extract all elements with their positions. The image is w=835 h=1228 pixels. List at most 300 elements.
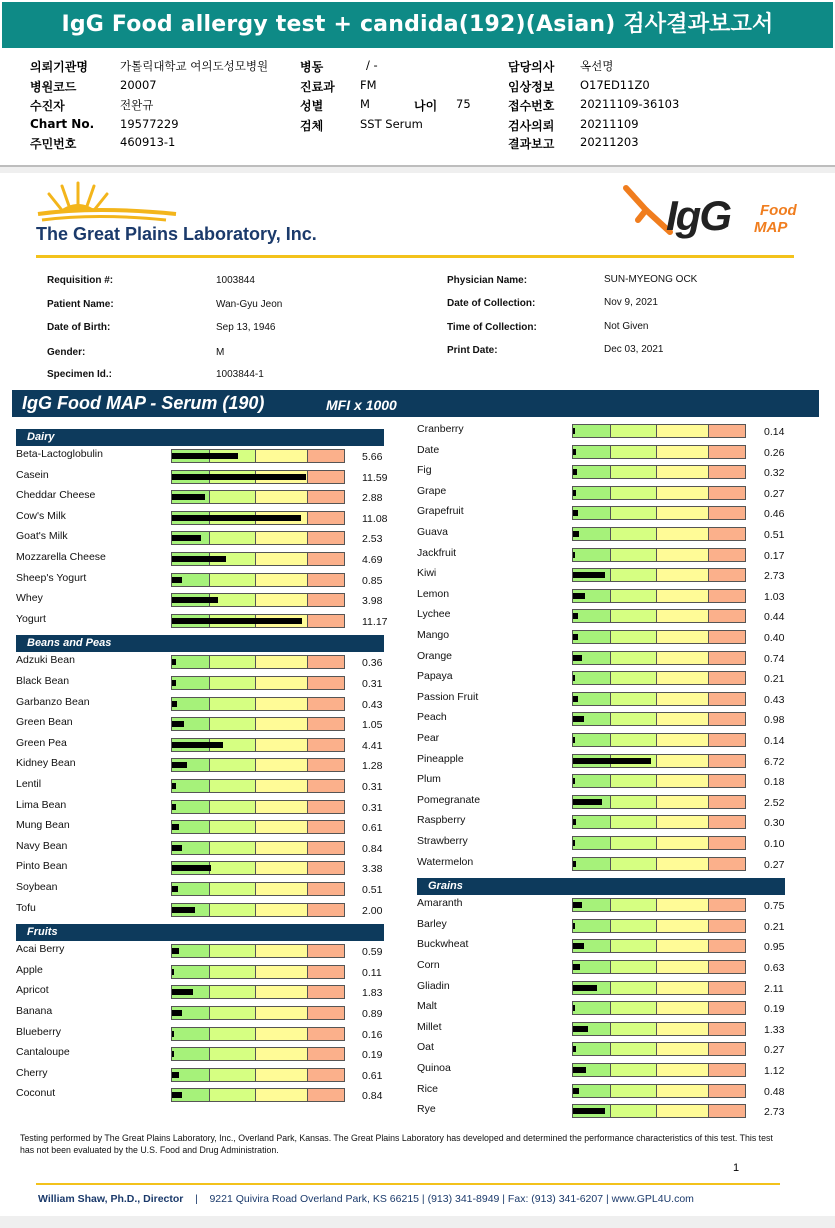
- bar-zone: [709, 569, 745, 581]
- result-bar: [572, 548, 746, 562]
- bar-zone: [308, 1069, 344, 1081]
- food-name: Yogurt: [16, 612, 46, 625]
- food-name: Goat's Milk: [16, 530, 68, 543]
- bar-zone: [256, 966, 308, 978]
- bar-zone: [308, 594, 344, 606]
- food-name: Pinto Bean: [16, 860, 68, 873]
- result-bar: [171, 531, 345, 545]
- result-bar-fill: [573, 840, 575, 846]
- bar-zone: [709, 899, 745, 911]
- result-value: 11.17: [362, 615, 388, 628]
- bar-zone: [573, 920, 611, 932]
- bar-zone: [611, 961, 657, 973]
- physician-info-label: Date of Collection:: [447, 298, 536, 309]
- food-name: Pineapple: [417, 752, 464, 765]
- result-bar: [572, 506, 746, 520]
- patient-info-value: 1003844-1: [216, 369, 264, 380]
- result-value: 0.44: [764, 611, 785, 624]
- bar-zone: [308, 862, 344, 874]
- result-bar: [572, 981, 746, 995]
- bar-zone: [573, 1043, 611, 1055]
- bar-zone: [709, 672, 745, 684]
- sun-logo-icon: [36, 178, 186, 228]
- bar-zone: [611, 487, 657, 499]
- footer-director: William Shaw, Ph.D., Director: [38, 1193, 184, 1205]
- bar-zone: [657, 713, 709, 725]
- result-value: 1.05: [362, 719, 383, 732]
- result-value: 0.14: [764, 426, 785, 438]
- header-label: 수진자: [30, 99, 65, 113]
- result-value: 0.43: [362, 698, 383, 711]
- result-bar: [572, 630, 746, 644]
- divider: [0, 1216, 835, 1228]
- result-value: 1.33: [764, 1023, 785, 1036]
- bar-zone: [657, 1085, 709, 1097]
- result-bar-fill: [573, 1026, 588, 1032]
- result-bar: [171, 1088, 345, 1102]
- bar-zone: [210, 574, 256, 586]
- patient-info-label: Date of Birth:: [47, 322, 111, 333]
- result-bar: [171, 758, 345, 772]
- patient-info-value: Wan-Gyu Jeon: [216, 299, 283, 310]
- result-value: 0.31: [362, 781, 383, 793]
- result-bar-fill: [172, 721, 184, 727]
- result-bar-fill: [172, 659, 176, 665]
- bar-zone: [573, 610, 611, 622]
- result-bar: [171, 573, 345, 587]
- result-value: 11.08: [362, 512, 388, 525]
- result-bar-fill: [573, 510, 578, 516]
- result-bar: [171, 903, 345, 917]
- result-bar-fill: [172, 680, 176, 686]
- physician-info-value: Not Given: [604, 321, 649, 332]
- divider: [36, 255, 794, 258]
- result-bar: [572, 815, 746, 829]
- footer-contact: 9221 Quivira Road Overland Park, KS 66215 | (913) 341-8949 | Fax: (913) 341-6207 | www.GPL4U.com: [209, 1193, 694, 1205]
- result-bar: [171, 697, 345, 711]
- result-bar: [171, 861, 345, 875]
- bar-zone: [657, 1023, 709, 1035]
- bar-zone: [172, 677, 210, 689]
- bar-zone: [611, 1002, 657, 1014]
- result-value: 0.84: [362, 1090, 383, 1103]
- bar-zone: [172, 656, 210, 668]
- food-name: Oat: [417, 1041, 434, 1054]
- bar-zone: [611, 590, 657, 602]
- bar-zone: [172, 1048, 210, 1060]
- bar-zone: [256, 739, 308, 751]
- bar-zone: [709, 1023, 745, 1035]
- bar-zone: [308, 1028, 344, 1040]
- result-bar-fill: [573, 964, 580, 970]
- bar-zone: [210, 698, 256, 710]
- footer-separator: |: [186, 1193, 207, 1205]
- bar-zone: [657, 940, 709, 952]
- header-value: 20211203: [580, 135, 639, 149]
- result-value: 0.98: [764, 714, 785, 727]
- food-name: Guava: [417, 526, 448, 538]
- report-title: IgG Food MAP - Serum (190): [22, 393, 265, 413]
- bar-zone: [172, 698, 210, 710]
- result-bar: [572, 1001, 746, 1015]
- result-bar: [171, 944, 345, 958]
- bar-zone: [611, 734, 657, 746]
- page-title: IgG Food allergy test + candida(192)(Asian) 검사결과보고서: [2, 2, 833, 48]
- result-bar-fill: [172, 948, 179, 954]
- bar-zone: [611, 899, 657, 911]
- result-bar: [171, 511, 345, 525]
- bar-zone: [709, 590, 745, 602]
- header-value: SST Serum: [360, 117, 423, 131]
- header-value: 전완규: [120, 98, 154, 112]
- bar-zone: [611, 1085, 657, 1097]
- bar-zone: [657, 446, 709, 458]
- result-value: 0.26: [764, 446, 785, 459]
- result-bar-fill: [172, 969, 174, 975]
- result-bar-fill: [172, 1031, 174, 1037]
- result-bar: [171, 490, 345, 504]
- result-bar-fill: [172, 1051, 174, 1057]
- result-bar: [171, 717, 345, 731]
- bar-zone: [657, 1002, 709, 1014]
- bar-zone: [256, 698, 308, 710]
- bar-zone: [210, 491, 256, 503]
- food-name: Lima Bean: [16, 798, 67, 811]
- header-value: / -: [366, 58, 378, 72]
- result-bar: [572, 486, 746, 500]
- bar-zone: [256, 842, 308, 854]
- physician-info-value: SUN-MYEONG OCK: [604, 274, 698, 285]
- bar-zone: [657, 816, 709, 828]
- food-name: Pear: [417, 732, 440, 744]
- food-name: Passion Fruit: [417, 690, 479, 703]
- bar-zone: [308, 512, 344, 524]
- bar-zone: [573, 693, 611, 705]
- result-bar: [572, 589, 746, 603]
- result-bar-fill: [172, 742, 223, 748]
- bar-zone: [611, 425, 657, 437]
- food-name: Coconut: [16, 1087, 56, 1100]
- report-unit: MFI x 1000: [326, 397, 397, 413]
- bar-zone: [210, 986, 256, 998]
- result-bar-fill: [573, 1108, 605, 1114]
- patient-info-label: Gender:: [47, 347, 86, 358]
- result-bar-fill: [573, 469, 577, 475]
- result-bar-fill: [573, 696, 578, 702]
- result-value: 0.61: [362, 1069, 383, 1082]
- result-value: 0.27: [764, 487, 785, 500]
- header-value: 20211109-36103: [580, 97, 680, 111]
- result-bar-fill: [573, 985, 597, 991]
- result-bar: [572, 465, 746, 479]
- bar-zone: [573, 837, 611, 849]
- bar-zone: [308, 718, 344, 730]
- bar-zone: [709, 734, 745, 746]
- bar-zone: [657, 610, 709, 622]
- bar-zone: [709, 466, 745, 478]
- header-value: M: [360, 97, 370, 111]
- patient-info-value: 1003844: [216, 275, 255, 286]
- bar-zone: [573, 1002, 611, 1014]
- bar-zone: [709, 507, 745, 519]
- page-number: 1: [733, 1162, 740, 1174]
- bar-zone: [709, 528, 745, 540]
- food-name: Millet: [417, 1020, 442, 1033]
- bar-zone: [256, 1048, 308, 1060]
- food-name: Adzuki Bean: [16, 654, 75, 667]
- food-name: Garbanzo Bean: [16, 695, 90, 708]
- food-name: Orange: [417, 649, 453, 662]
- bar-zone: [210, 532, 256, 544]
- result-bar-fill: [573, 778, 575, 784]
- bar-zone: [657, 899, 709, 911]
- result-bar-fill: [573, 572, 605, 578]
- bar-zone: [256, 594, 308, 606]
- result-bar-fill: [573, 943, 584, 949]
- header-label: 담당의사: [508, 60, 555, 74]
- bar-zone: [611, 466, 657, 478]
- result-value: 0.10: [764, 838, 785, 850]
- result-value: 0.17: [764, 549, 785, 562]
- header-label: 검사의뢰: [508, 119, 555, 133]
- food-name: Pomegranate: [417, 793, 481, 806]
- bar-zone: [657, 466, 709, 478]
- result-bar-fill: [573, 861, 576, 867]
- header-value: 75: [456, 97, 471, 111]
- bar-zone: [308, 780, 344, 792]
- bar-zone: [308, 532, 344, 544]
- food-name: Acai Berry: [16, 943, 65, 956]
- bar-zone: [308, 574, 344, 586]
- bar-zone: [308, 883, 344, 895]
- header-label: 성별: [300, 99, 324, 113]
- food-name: Green Pea: [16, 736, 67, 749]
- result-bar-fill: [172, 515, 301, 521]
- bar-zone: [172, 966, 210, 978]
- result-bar: [572, 527, 746, 541]
- header-label: 의뢰기관명: [30, 60, 88, 74]
- bar-zone: [611, 713, 657, 725]
- result-value: 0.19: [764, 1003, 785, 1016]
- logo-food-text: Food: [760, 202, 797, 219]
- result-bar: [572, 1104, 746, 1118]
- bar-zone: [657, 734, 709, 746]
- result-value: 1.28: [362, 760, 383, 773]
- result-value: 0.59: [362, 946, 383, 959]
- result-bar-fill: [573, 799, 602, 805]
- result-bar: [572, 774, 746, 788]
- bar-zone: [611, 920, 657, 932]
- bar-zone: [709, 446, 745, 458]
- result-bar-fill: [172, 1010, 182, 1016]
- result-bar-fill: [172, 865, 211, 871]
- result-value: 5.66: [362, 451, 383, 463]
- header-label: 임상정보: [508, 80, 555, 94]
- food-name: Banana: [16, 1005, 53, 1017]
- food-name: Cantaloupe: [16, 1046, 70, 1059]
- result-bar-fill: [172, 783, 176, 789]
- result-bar: [572, 1063, 746, 1077]
- result-value: 4.69: [362, 554, 383, 566]
- result-value: 2.73: [764, 570, 785, 583]
- bar-zone: [611, 1043, 657, 1055]
- food-name: Papaya: [417, 670, 453, 683]
- bar-zone: [611, 982, 657, 994]
- bar-zone: [256, 491, 308, 503]
- header-label: 결과보고: [508, 137, 555, 151]
- bar-zone: [611, 652, 657, 664]
- bar-zone: [210, 1069, 256, 1081]
- header-value: 460913-1: [120, 135, 176, 149]
- result-bar: [171, 676, 345, 690]
- result-bar-fill: [172, 845, 182, 851]
- bar-zone: [709, 755, 745, 767]
- result-value: 0.43: [764, 693, 785, 706]
- bar-zone: [256, 904, 308, 916]
- result-bar: [171, 470, 345, 484]
- bar-zone: [611, 1105, 657, 1117]
- bar-zone: [657, 1064, 709, 1076]
- result-bar-fill: [573, 449, 576, 455]
- igg-food-map-logo: [620, 180, 800, 250]
- bar-zone: [210, 966, 256, 978]
- result-value: 0.11: [362, 966, 382, 979]
- bar-zone: [172, 1028, 210, 1040]
- bar-zone: [611, 610, 657, 622]
- category-header: Grains: [417, 878, 785, 895]
- bar-zone: [256, 450, 308, 462]
- bar-zone: [308, 656, 344, 668]
- result-value: 2.88: [362, 492, 383, 505]
- bar-zone: [709, 858, 745, 870]
- result-bar-fill: [172, 907, 195, 913]
- header-value: FM: [360, 78, 377, 92]
- bar-zone: [172, 780, 210, 792]
- bar-zone: [611, 1023, 657, 1035]
- result-bar: [572, 898, 746, 912]
- header-label: 주민번호: [30, 137, 77, 151]
- bar-zone: [573, 549, 611, 561]
- bar-zone: [210, 904, 256, 916]
- result-value: 0.16: [362, 1028, 383, 1041]
- result-bar: [171, 882, 345, 896]
- result-value: 2.52: [764, 796, 785, 809]
- result-bar: [171, 449, 345, 463]
- result-bar-fill: [573, 1046, 576, 1052]
- result-value: 0.18: [764, 776, 785, 789]
- food-name: Barley: [417, 917, 447, 930]
- physician-info-label: Print Date:: [447, 345, 498, 356]
- bar-zone: [573, 487, 611, 499]
- bar-zone: [611, 446, 657, 458]
- result-bar-fill: [573, 716, 584, 722]
- bar-zone: [308, 966, 344, 978]
- result-bar-fill: [172, 474, 306, 480]
- bar-zone: [709, 1043, 745, 1055]
- bar-zone: [573, 507, 611, 519]
- bar-zone: [657, 693, 709, 705]
- food-name: Tofu: [16, 901, 36, 914]
- bar-zone: [210, 1007, 256, 1019]
- bar-zone: [573, 734, 611, 746]
- bar-zone: [172, 801, 210, 813]
- result-bar: [572, 939, 746, 953]
- result-value: 3.38: [362, 863, 383, 876]
- physician-info-label: Time of Collection:: [447, 322, 537, 333]
- bar-zone: [256, 780, 308, 792]
- result-bar: [572, 568, 746, 582]
- header-label: Chart No.: [30, 117, 95, 131]
- result-bar: [171, 614, 345, 628]
- report-title-bar: [12, 390, 819, 417]
- result-bar-fill: [573, 613, 578, 619]
- bar-zone: [256, 1028, 308, 1040]
- bar-zone: [308, 801, 344, 813]
- bar-zone: [308, 677, 344, 689]
- result-bar: [572, 733, 746, 747]
- result-bar: [572, 609, 746, 623]
- bar-zone: [657, 961, 709, 973]
- food-name: Cherry: [16, 1066, 48, 1079]
- bar-zone: [573, 1085, 611, 1097]
- result-bar: [171, 841, 345, 855]
- logo-igg-text: IgG: [666, 192, 730, 239]
- result-bar-fill: [573, 1067, 586, 1073]
- result-value: 2.11: [764, 982, 784, 995]
- result-value: 0.14: [764, 735, 785, 747]
- result-value: 0.32: [764, 467, 785, 480]
- food-name: Watermelon: [417, 855, 474, 868]
- bar-zone: [308, 471, 344, 483]
- bar-zone: [210, 842, 256, 854]
- result-bar-fill: [172, 886, 178, 892]
- result-bar: [171, 552, 345, 566]
- result-value: 0.31: [362, 801, 383, 814]
- result-bar-fill: [172, 453, 238, 459]
- bar-zone: [709, 693, 745, 705]
- divider: [0, 167, 835, 173]
- result-value: 3.98: [362, 595, 383, 608]
- bar-zone: [573, 446, 611, 458]
- lab-name: The Great Plains Laboratory, Inc.: [36, 224, 317, 244]
- food-name: Amaranth: [417, 897, 463, 910]
- result-bar-fill: [172, 618, 302, 624]
- result-value: 0.19: [362, 1049, 383, 1062]
- bar-zone: [709, 425, 745, 437]
- bar-zone: [256, 759, 308, 771]
- result-bar: [171, 820, 345, 834]
- bar-zone: [210, 780, 256, 792]
- food-name: Raspberry: [417, 814, 466, 827]
- result-bar-fill: [573, 819, 576, 825]
- bar-zone: [709, 961, 745, 973]
- bar-zone: [657, 425, 709, 437]
- food-name: Blueberry: [16, 1025, 61, 1038]
- food-name: Mozzarella Cheese: [16, 551, 106, 563]
- bar-zone: [308, 945, 344, 957]
- result-value: 0.85: [362, 574, 383, 587]
- bar-zone: [709, 982, 745, 994]
- result-bar-fill: [573, 923, 575, 929]
- bar-zone: [308, 1089, 344, 1101]
- bar-zone: [308, 759, 344, 771]
- bar-zone: [210, 801, 256, 813]
- bar-zone: [256, 801, 308, 813]
- food-name: Mung Bean: [16, 819, 70, 832]
- bar-zone: [709, 920, 745, 932]
- result-bar-fill: [573, 552, 575, 558]
- bar-zone: [657, 528, 709, 540]
